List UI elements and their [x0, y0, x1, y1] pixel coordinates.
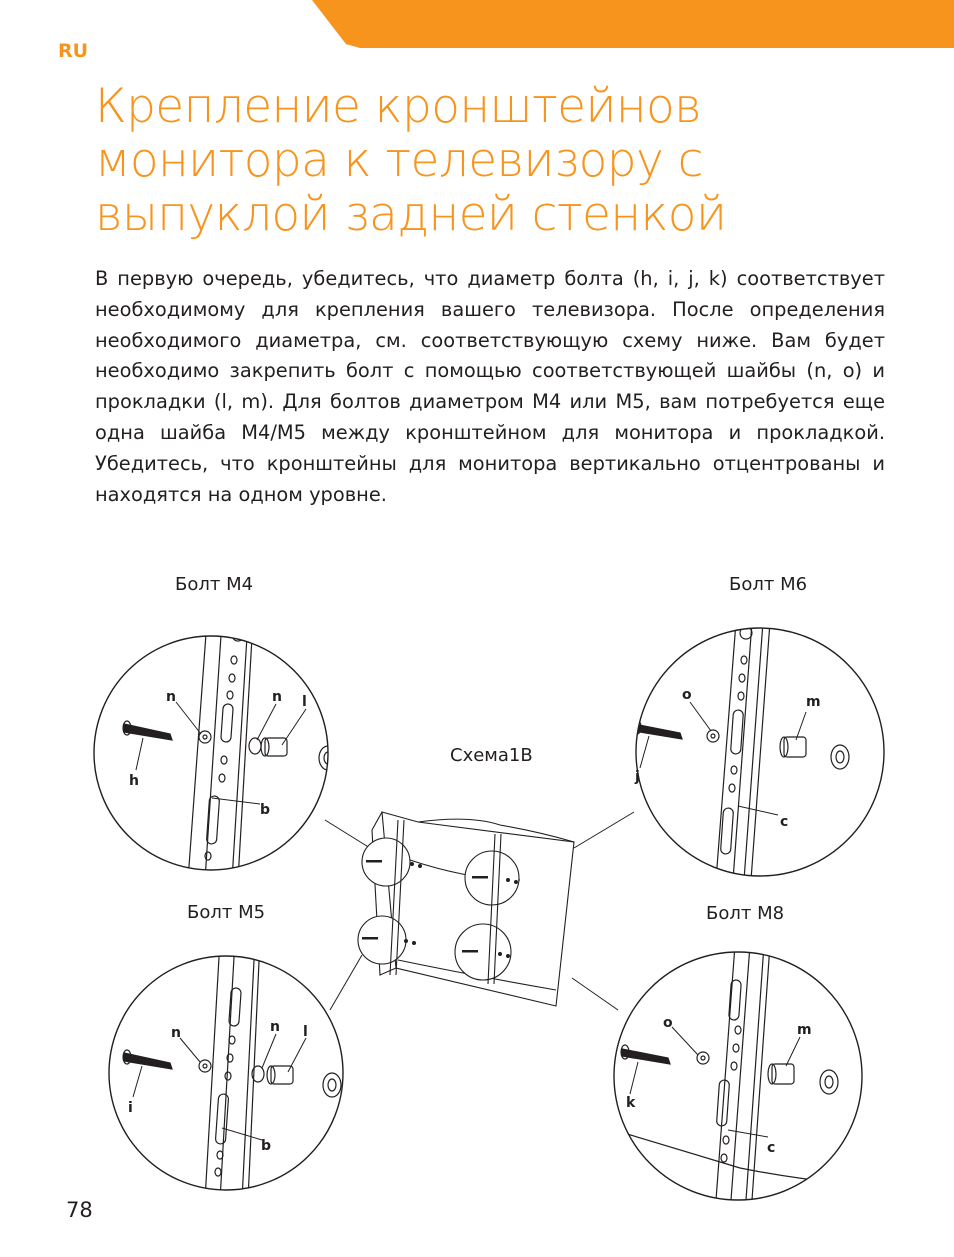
part-m-m8: m [797, 1022, 812, 1038]
part-n-m4-b: n [272, 689, 282, 705]
language-code: RU [58, 40, 89, 62]
detail-circle-m4 [94, 620, 337, 880]
label-bolt-m6: Болт M6 [729, 574, 808, 595]
part-c-m8: c [767, 1140, 776, 1156]
detail-circle-m6 [633, 620, 884, 880]
part-m-m6: m [806, 694, 821, 710]
part-b-m5: b [261, 1138, 272, 1154]
part-i-m5: i [128, 1100, 133, 1116]
label-bolt-m4: Болт M4 [175, 574, 254, 595]
part-n-m5-b: n [270, 1019, 280, 1035]
page-number: 78 [66, 1198, 93, 1222]
part-n-m5-a: n [171, 1025, 181, 1041]
page-title: Крепление кронштейнов монитора к телевизору с выпуклой задней стенкой [95, 79, 727, 242]
part-j-m6: j [635, 769, 640, 785]
detail-circle-m5 [109, 940, 343, 1200]
label-bolt-m5: Болт M5 [187, 902, 266, 923]
part-l-m5: l [303, 1024, 308, 1040]
part-l-m4: l [302, 694, 307, 710]
part-k-m8: k [626, 1095, 636, 1111]
tv-back-illustration [358, 812, 574, 1006]
label-bolt-m8: Болт M8 [706, 903, 785, 924]
part-o-m8: o [663, 1015, 673, 1031]
part-n-m4-a: n [166, 689, 176, 705]
part-h-m4: h [129, 773, 139, 789]
instructions-paragraph: В первую очередь, убедитесь, что диаметр болта (h, i, j, k) соответствует необходимому для крепления вашего телевизора. После определения необходимого диаметра, см. соответствующую схему ниже. Вам будет необходимо закрепить болт с помощью соответствующей шайбы (n, o) и прокладки (l, m). Для болтов диаметром M4 или M5, вам потребуется еще одна шайба M4/M5 между кронштейном для монитора и прокладкой. Убедитесь, что кронштейны для монитора вертикально отцентрованы и находятся на одном уровне. [95, 267, 885, 506]
label-scheme-1b: Схема1B [450, 745, 533, 766]
part-c-m6: c [780, 814, 789, 830]
detail-circle-m8 [614, 945, 862, 1200]
part-o-m6: o [682, 687, 692, 703]
part-b-m4: b [260, 802, 271, 818]
